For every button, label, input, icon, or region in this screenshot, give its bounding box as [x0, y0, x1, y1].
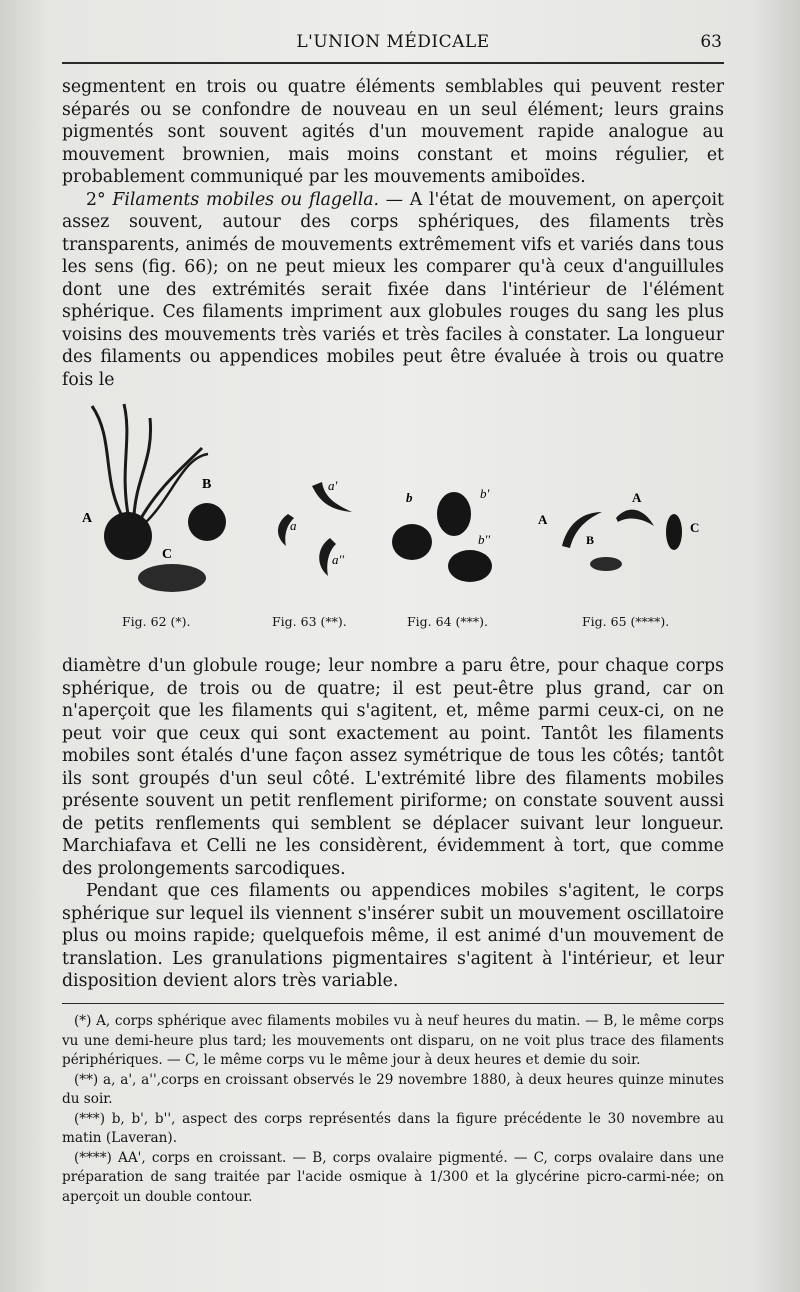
footnote-text: A, corps sphérique avec filaments mobiles vu à neuf heures du matin. — B, le même corps vu une demi-heure plus tard; les mouvements ont disparu, on ne voit plus trace des filaments périphériques. — C, le même corps vu le même jour à deux heures et demie du soir. [62, 1013, 724, 1068]
section-number: 2° [86, 189, 113, 210]
figure-63 [278, 478, 352, 576]
footnote-mark: (**) [74, 1071, 99, 1088]
fig-label: a [290, 518, 297, 533]
footnote [62, 1012, 724, 1071]
footnote-mark: (*) [74, 1013, 92, 1029]
fig-label: B [202, 477, 212, 492]
fig-label: A [538, 512, 548, 527]
figure-plate [62, 398, 724, 638]
page-number: 63 [700, 32, 722, 52]
fig-label: C [690, 520, 700, 535]
fig-label: A [82, 511, 93, 526]
header-rule [62, 62, 724, 64]
footnote-text: AA', corps en croissant. — B, corps ovalaire pigmenté. — C, corps ovalaire dans une préparation de sang traitée par l'acide osmique à 1/300 et la glycérine picro-carmi-née; on aperçoit un double contour. [62, 1149, 724, 1205]
body-text-bottom [62, 655, 724, 993]
footnotes [62, 1012, 724, 1207]
paragraph: diamètre d'un globule rouge; leur nombre a paru être, pour chaque corps sphérique, de trois ou de quatre; il est peut-être plus grand, car on n'aperçoit que les filaments qui s'agitent, et, même parmi ceux-ci, on ne peut voir que ceux qui sont exactement au point. Tantôt les filaments mobiles sont étalés d'une façon assez symétrique de tous les côtés; tantôt ils sont groupés d'un seul côté. L'extrémité libre des filaments mobiles présente souvent un petit renflement piriforme; on constate souvent aussi de petits renflements qui semblent se déplacer suivant leur longueur. Marchiafava et Celli ne les considèrent, évidemment à tort, que comme des prolongements sarcodiques. [62, 656, 724, 879]
figure-62 [82, 404, 226, 592]
figure-caption: Fig. 65 (****). [582, 614, 670, 629]
fig-label: b'' [478, 532, 491, 547]
fig-label: B [586, 533, 595, 547]
fig-label: A [632, 490, 642, 505]
footnote-text: b, b', b'', aspect des corps représentés dans la figure précédente le 30 novembre au matin (Laveran). [62, 1110, 724, 1146]
footnote [62, 1110, 724, 1149]
paragraph: segmentent en trois ou quatre éléments semblables qui peuvent rester séparés ou se confondre de nouveau en un seul élément; leurs grains pigmentés sont souvent agités d'un mouvement rapide analogue au mouvement brownien, mais moins constant et moins régulier, et probablement communiqué par les mouvements amiboïdes. [62, 77, 724, 187]
figure-caption: Fig. 62 (*). [122, 614, 191, 629]
fig-label: b [406, 490, 413, 505]
paragraph-text: — A l'état de mouvement, on aperçoit assez souvent, autour des corps sphériques, des filaments très transparents, animés de mouvements extrêmement vifs et variés dans tous les sens (fig. 66); on ne peut mieux les comparer qu'à ceux d'anguillules dont une des extrémités serait fixée dans l'intérieur de l'élément sphérique. Ces filaments impriment aux globules rouges du sang les plus voisins des mouvements très variés et très faciles à constater. La longueur des filaments ou appendices mobiles peut être évaluée à trois ou quatre fois le [62, 189, 725, 390]
footnote-rule [62, 1003, 724, 1004]
running-title: L'UNION MÉDICALE [296, 32, 490, 52]
page-header [62, 32, 724, 56]
figure-65 [538, 490, 699, 571]
figure-caption: Fig. 63 (**). [272, 614, 347, 629]
footnote [62, 1071, 724, 1110]
fig-label: a' [328, 478, 338, 493]
body-text-top [62, 76, 724, 391]
section-heading: Filaments mobiles ou flagella. [112, 189, 380, 210]
footnote [62, 1149, 724, 1208]
figure-64 [392, 486, 492, 582]
paragraph: Pendant que ces filaments ou appendices mobiles s'agitent, le corps sphérique sur lequel ils viennent s'insérer subit un mouvement oscillatoire plus ou moins rapide; quelquefois même, il est animé d'un mouvement de translation. Les granulations pigmentaires s'agitent à l'intérieur, et leur disposition devient alors très variable. [62, 881, 724, 991]
figure-drawings [62, 398, 724, 638]
figure-caption: Fig. 64 (***). [407, 614, 488, 629]
fig-label: a'' [332, 552, 345, 567]
paragraph-filaments [62, 189, 724, 392]
footnote-mark: (****) [74, 1149, 112, 1166]
fig-label: C [162, 547, 173, 562]
footnote-mark: (***) [74, 1110, 105, 1127]
fig-label: b' [480, 486, 490, 501]
footnote-text: a, a', a'',corps en croissant observés le 29 novembre 1880, à deux heures quinze minutes du soir. [62, 1071, 725, 1107]
